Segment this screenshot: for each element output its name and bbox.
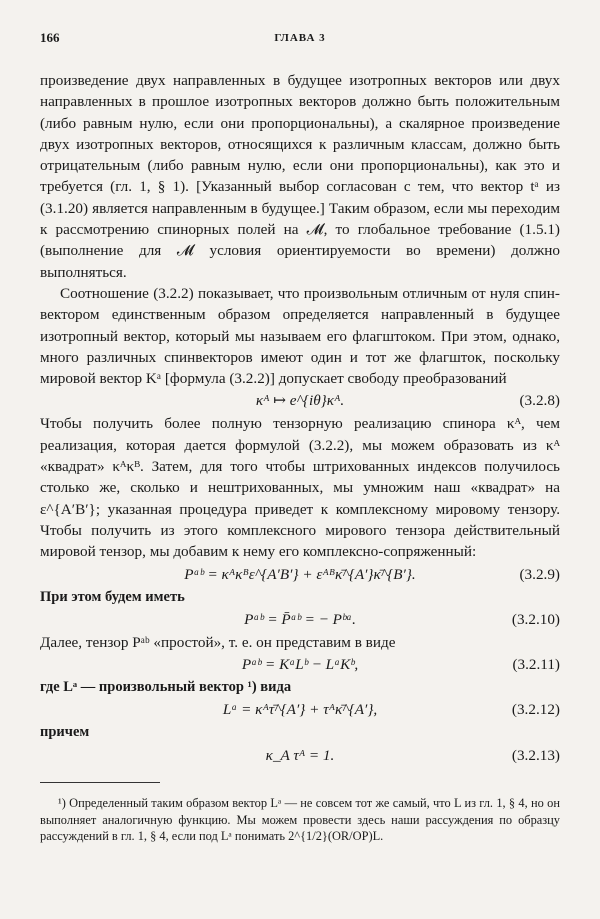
chapter-title: ГЛАВА 3 xyxy=(274,32,326,44)
book-page xyxy=(40,30,560,857)
equation-number: (3.2.13) xyxy=(511,746,560,764)
main-text xyxy=(40,70,560,768)
equation-3-2-9 xyxy=(40,563,560,587)
paragraph-4: При этом будем иметь xyxy=(40,588,185,605)
equation-formula: Lᵃ = κᴬτ̄^{A′} + τᴬκ̄^{A′}, xyxy=(222,701,378,719)
equation-formula: Pᵃᵇ = κᴬκᴮε^{A′B′} + εᴬᴮκ̄^{A′}κ̄^{B′}. xyxy=(184,565,416,583)
equation-number: (3.2.9) xyxy=(519,565,560,583)
equation-formula: Pᵃᵇ = KᵃLᵇ − LᵃKᵇ, xyxy=(241,656,359,674)
footnote: ¹) Определенный таким образом вектор Lᵃ — не совсем тот же самый, что L из гл. 1, § 4, но он выполняет аналогичную функцию. Мы можем провести здесь наши рассуждения по образцу рассуждений в гл. 1, § 4, если под Lᵃ понимать 2^{1/2}(OR/OP)L. xyxy=(40,796,560,844)
paragraph-3: Чтобы получить более полную тензорную реализацию спинора κᴬ, чем реализация, которая дается формулой (3.2.2), мы можем образовать из κᴬ «квадрат» κᴬκᴮ. Затем, для того чтобы штрихованных индексов получилось столько же, сколько и нештрихованных, мы умножим наш «квадрат» на ε^{A′B′}; указанная процедура приведет к комплексному мировому тензору. Чтобы получить из этого комплексного мирового тензора действительный мировой тензор, мы добавим к нему его комплексно-сопряженный: xyxy=(40,415,560,561)
equation-formula: Pᵃᵇ = P̄ᵃᵇ = − Pᵇᵃ. xyxy=(244,610,356,628)
equation-3-2-11 xyxy=(40,653,560,677)
equation-number: (3.2.10) xyxy=(511,610,560,628)
equation-3-2-13 xyxy=(40,744,560,768)
paragraph-7: причем xyxy=(40,724,90,741)
paragraph-2: Соотношение (3.2.2) показывает, что произвольным отличным от нуля спин-вектором единственным образом определяется направленный в будущее изотропный вектор, который мы называем его флагштоком. При этом, однако, много различных спинвекторов имеют один и тот же флагшток, поскольку мировой вектор Kᵃ [формула (3.2.2)] допускает свободу преобразований xyxy=(40,284,560,388)
equation-number: (3.2.11) xyxy=(512,656,560,674)
paragraph-5: Далее, тензор Pᵃᵇ «простой», т. е. он представим в виде xyxy=(40,633,396,651)
equation-formula: κ_A τᴬ = 1. xyxy=(265,746,335,764)
equation-number: (3.2.8) xyxy=(519,392,560,410)
footnote-divider xyxy=(40,782,160,783)
equation-3-2-8 xyxy=(40,389,560,413)
page-number: 166 xyxy=(40,30,60,45)
equation-3-2-12 xyxy=(40,698,560,722)
equation-number: (3.2.12) xyxy=(511,701,560,719)
running-header xyxy=(40,30,560,52)
equation-3-2-10 xyxy=(40,608,560,632)
paragraph-1: произведение двух направленных в будущее изотропных векторов или двух направленных в прошлое изотропных векторов должно быть положительным (либо равным нулю, если они пропорциональны), а скалярное произведение двух изотропных векторов, относящихся к различным классам, должно быть отрицательным (либо равным нулю, если они пропорциональны), как это и требуется (гл. 1, § 1). [Указанный выбор согласован с тем, что вектор tᵃ из (3.1.20) является направленным в будущее.] Таким образом, если мы переходим к рассмотрению спинорных полей на 𝓜, то глобальное требование (1.5.1) (выполнение для 𝓜 условия ориентируемости во времени) должно выполняться. xyxy=(40,72,560,281)
equation-formula: κᴬ ↦ e^{iθ}κᴬ. xyxy=(255,392,345,410)
paragraph-6: где Lᵃ — произвольный вектор ¹) вида xyxy=(40,679,292,696)
